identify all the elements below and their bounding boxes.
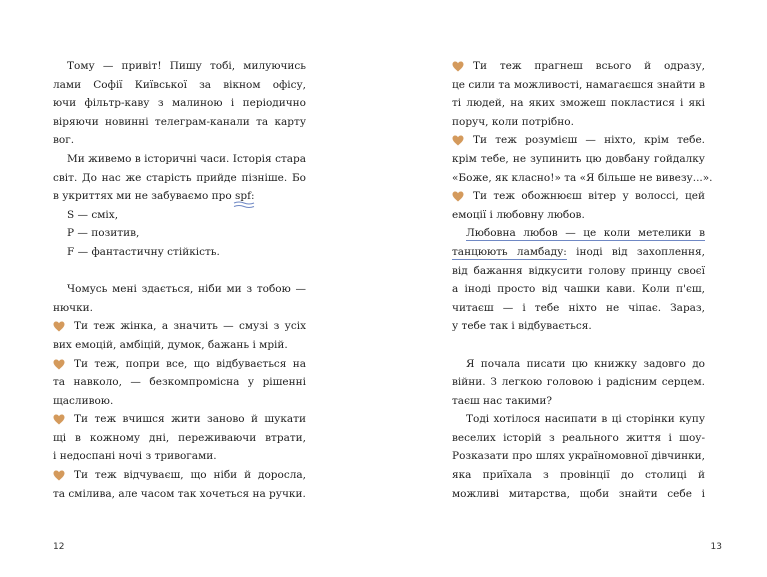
text-line: та смілива, але часом так хочеться на ручки. — [53, 487, 306, 500]
page-number: 13 — [710, 542, 722, 552]
heart-icon — [452, 191, 464, 202]
text-line-part: Ти теж обожнюєш вітер у волоссі, цей — [473, 190, 705, 203]
text-line-part: Ти теж вчишся жити заново й шукати — [74, 413, 306, 426]
spf-text: spf: — [235, 190, 255, 203]
text-line: «Боже, як класно!» та «Я більше не вивезу...». — [452, 171, 713, 184]
text-line: у тебе так і відбувається. — [452, 320, 592, 333]
text-line: емоції і любовну любов. — [452, 208, 585, 221]
text-line: F — фантастичну стійкість. — [67, 245, 220, 258]
text-line: щасливою. — [53, 394, 114, 407]
spf-word — [235, 187, 255, 206]
text-line: світ. До нас же старість прийде пізніше. Бо — [53, 171, 306, 184]
text-line: веселих історій з реального життя і шоу- — [452, 431, 705, 444]
left-page — [0, 0, 383, 577]
text-line-part: Ти теж прагнеш всього й одразу, — [473, 60, 705, 72]
text-line: Чомусь мені здається, ніби ми з тобою — — [67, 283, 306, 296]
text-line: ючи фільтр-каву з малиною і періодично — [53, 97, 306, 110]
text-line — [452, 243, 705, 262]
text-line — [452, 57, 705, 76]
text-line — [452, 224, 705, 243]
text-line-part: Ти теж жінка, а значить — смузі з усіх — [74, 320, 306, 333]
text-line: лами Софії Київської за вікном офісу, — [53, 78, 306, 91]
underlined-phrase: Любовна любов — це коли метелики в — [466, 227, 705, 243]
text-line: і недоспані ночі з тривогами. — [53, 450, 217, 463]
heart-icon — [452, 135, 464, 146]
right-page — [384, 0, 767, 577]
text-line: Тому — привіт! Пишу тобі, милуючись — [67, 60, 306, 72]
text-line-part: Ти теж, попри все, що відбувається на — [74, 357, 306, 370]
text-line: S — сміх, — [67, 208, 119, 221]
text-line: поруч, коли потрібно. — [452, 115, 574, 128]
text-line — [53, 355, 306, 374]
text-line — [53, 187, 306, 206]
left-page-text — [53, 57, 306, 503]
text-line: нючки. — [53, 301, 93, 314]
text-line: щі в кожному дні, переживаючи втрати, — [53, 431, 306, 444]
text-line — [53, 317, 306, 336]
text-line — [53, 466, 306, 485]
text-line-part: в укриттях ми не забуваємо про — [53, 190, 232, 203]
text-line: від бажання відкусити голову принцу своєї — [452, 264, 705, 277]
text-line: Я почала писати цю книжку задовго до — [466, 357, 705, 370]
text-line: віряючи новинні телеграм-канали та карту — [53, 115, 306, 128]
text-line: читаєш — і тебе ніхто не чіпає. Зараз, — [452, 301, 705, 314]
heart-icon — [53, 359, 65, 370]
text-line: а іноді просто від чашки кави. Коли п'єш, — [452, 283, 705, 296]
text-line — [452, 131, 705, 150]
right-page-text — [452, 57, 713, 503]
text-line-part: іноді від захоплення, — [576, 245, 705, 258]
text-line — [452, 187, 705, 206]
text-line-part: Ти теж розумієш — ніхто, крім тебе. — [473, 134, 705, 147]
text-line: вог. — [53, 134, 75, 147]
text-line: вих емоцій, амбіцій, думок, бажань і мрій. — [53, 338, 288, 351]
text-line: крім тебе, не зупинить цю довбану гойдалку — [452, 152, 705, 165]
text-line: війни. З легкою головою і радісним серцем. — [452, 376, 705, 389]
heart-icon — [53, 470, 65, 481]
text-line: ті людей, на яких зможеш покластися і які — [452, 97, 705, 110]
text-line: Ми живемо в історичні часи. Історія стара — [67, 152, 306, 165]
blank-line — [53, 262, 306, 281]
heart-icon — [53, 321, 65, 332]
underlined-phrase: танцюють ламбаду: — [452, 245, 567, 258]
blank-line — [452, 336, 705, 355]
page-number: 12 — [53, 542, 65, 552]
text-line: можливі митарства, щоби знайти себе і — [452, 487, 705, 500]
heart-icon — [452, 61, 464, 72]
text-line: Тоді хотілося насипати в ці сторінки купу — [466, 413, 705, 426]
text-line-part: Ти теж відчуваєш, що ніби й доросла, — [74, 469, 306, 482]
text-line: Розказати про шлях україномовної дівчинки, — [452, 450, 705, 463]
text-line: P — позитив, — [67, 227, 140, 240]
text-line: це сили та можливості, намагаєшся знайти в — [452, 78, 705, 91]
text-line: таєш нас такими? — [452, 394, 552, 407]
heart-icon — [53, 414, 65, 425]
text-line — [53, 410, 306, 429]
text-line: та навколо, — безкомпромісна у рішенні — [53, 376, 306, 389]
text-line: яка приїхала з провінції до столиці й — [452, 469, 705, 482]
